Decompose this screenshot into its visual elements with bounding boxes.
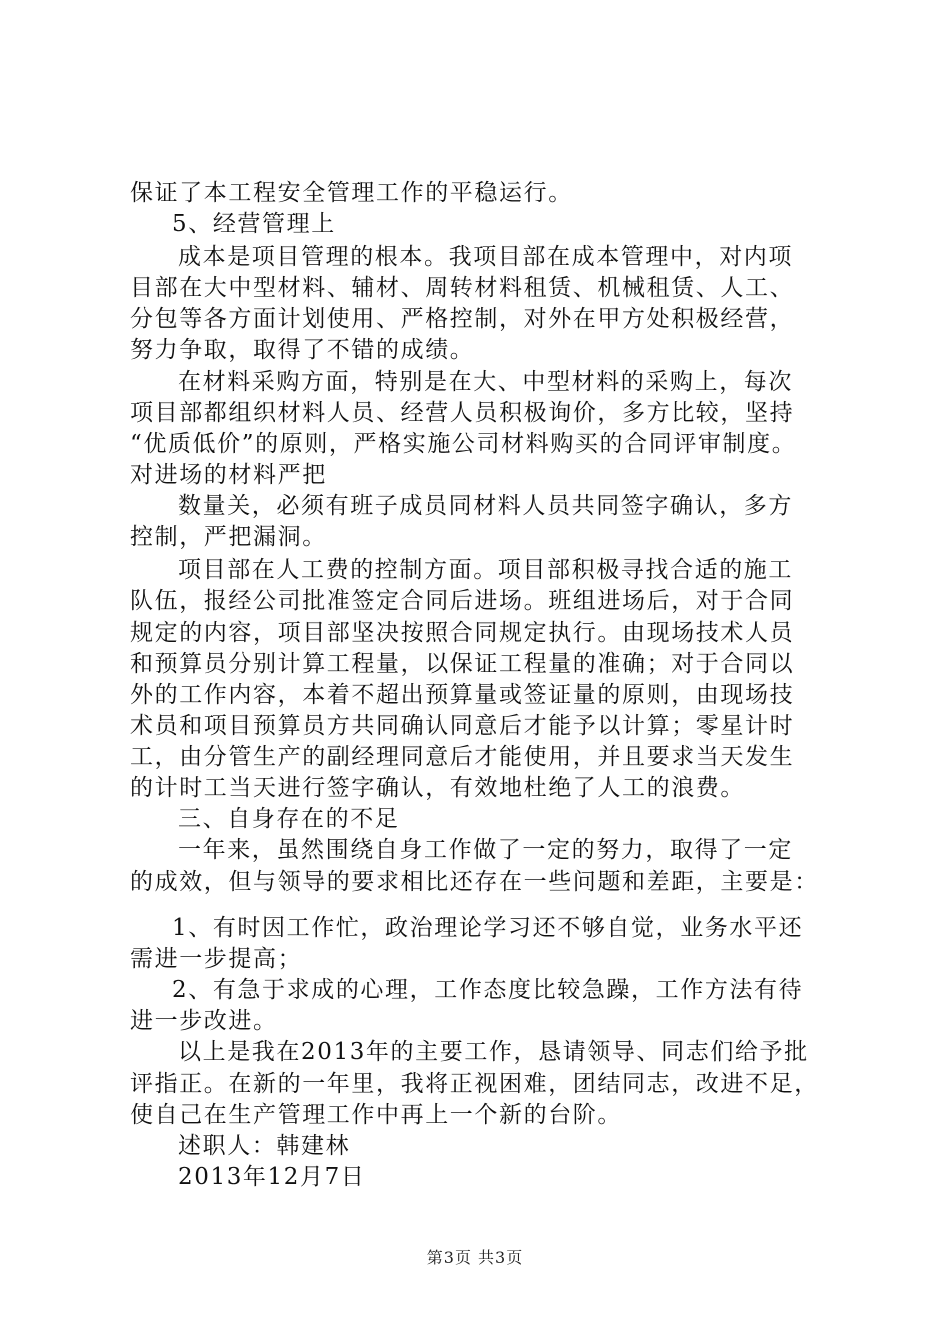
paragraph-line: 一年来，虽然围绕自身工作做了一定的努力，取得了一定	[178, 837, 793, 863]
paragraph-line: 以上是我在2013年的主要工作，恳请领导、同志们给予批	[178, 1039, 809, 1065]
page-footer: 第3页 共3页	[426, 1248, 524, 1267]
paragraph-line: 对进场的材料严把	[130, 462, 327, 488]
paragraph-line: 数量关，必须有班子成员同材料人员共同签字确认，多方	[178, 493, 793, 519]
signature-line: 2013年12月7日	[178, 1164, 366, 1190]
paragraph-line: 和预算员分别计算工程量，以保证工程量的准确；对于合同以	[130, 651, 795, 677]
paragraph-line: 队伍，报经公司批准签定合同后进场。班组进场后，对于合同	[130, 588, 795, 614]
signature-line: 述职人：韩建林	[178, 1133, 351, 1159]
paragraph-line: 2、有急于求成的心理，工作态度比较急躁，工作方法有待	[172, 977, 804, 1003]
paragraph-line: 努力争取，取得了不错的成绩。	[130, 337, 475, 363]
paragraph-line: 目部在大中型材料、辅材、周转材料租赁、机械租赁、人工、	[130, 275, 795, 301]
paragraph-line: 需进一步提高；	[130, 946, 303, 972]
paragraph-line: 工，由分管生产的副经理同意后才能使用，并且要求当天发生	[130, 744, 795, 770]
paragraph-line: 使自己在生产管理工作中再上一个新的台阶。	[130, 1102, 622, 1128]
paragraph-line: 1、有时因工作忙，政治理论学习还不够自觉，业务水平还	[172, 915, 804, 941]
paragraph-line: “优质低价”的原则，严格实施公司材料购买的合同评审制度。	[130, 431, 797, 457]
paragraph-line: 外的工作内容，本着不超出预算量或签证量的原则，由现场技	[130, 682, 795, 708]
paragraph-line: 的成效，但与领导的要求相比还存在一些问题和差距，主要是：	[130, 869, 819, 895]
paragraph-line: 成本是项目管理的根本。我项目部在成本管理中，对内项	[178, 244, 793, 270]
paragraph-line: 在材料采购方面，特别是在大、中型材料的采购上，每次	[178, 369, 793, 395]
paragraph-line: 项目部在人工费的控制方面。项目部积极寻找合适的施工	[178, 557, 793, 583]
paragraph-line: 的计时工当天进行签字确认，有效地杜绝了人工的浪费。	[130, 775, 745, 801]
paragraph-line: 术员和项目预算员方共同确认同意后才能予以计算；零星计时	[130, 713, 795, 739]
paragraph-line: 规定的内容，项目部坚决按照合同规定执行。由现场技术人员	[130, 620, 795, 646]
paragraph-line: 进一步改进。	[130, 1008, 278, 1034]
paragraph-line: 评指正。在新的一年里，我将正视困难，团结同志，改进不足，	[130, 1071, 819, 1097]
paragraph-line: 分包等各方面计划使用、严格控制，对外在甲方处积极经营，	[130, 306, 795, 332]
paragraph-line: 保证了本工程安全管理工作的平稳运行。	[130, 180, 573, 206]
paragraph-line: 控制，严把漏洞。	[130, 524, 327, 550]
section-heading: 三、自身存在的不足	[178, 806, 400, 832]
paragraph-line: 项目部都组织材料人员、经营人员积极询价，多方比较，坚持	[130, 400, 795, 426]
section-heading: 5、经营管理上	[172, 211, 336, 237]
